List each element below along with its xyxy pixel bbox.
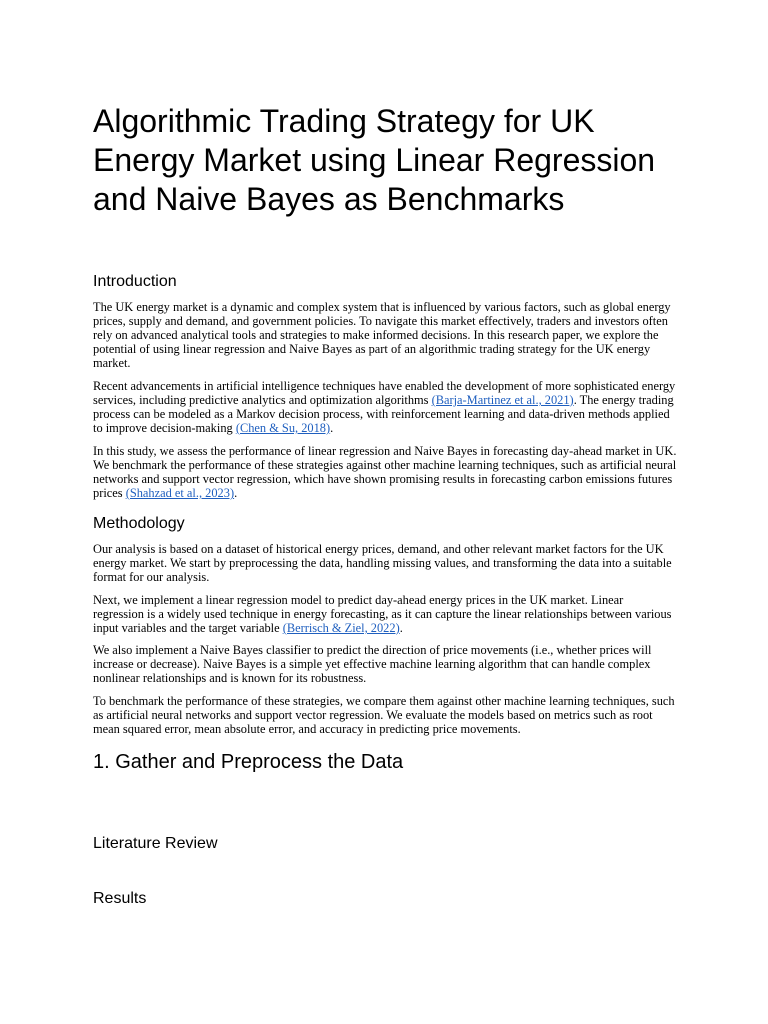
section-1-heading: 1. Gather and Preprocess the Data: [93, 751, 404, 773]
citation-link-shahzad[interactable]: (Shahzad et al., 2023): [125, 486, 235, 500]
methodology-paragraph-4: To benchmark the performance of these strategies, we compare them against other machine learning techniques, such as artificial neural networks and support vector regression. We evaluate the models based on metrics such as root mean squared error, mean absolute error, and accuracy in predicting price movements.: [93, 694, 675, 736]
citation-link-chen-su[interactable]: (Chen & Su, 2018): [235, 421, 331, 435]
methodology-paragraph-2-text-a: Next, we implement a linear regression model to predict day-ahead energy prices in the UK market. Linear regression is a widely used technique in energy forecasting, as it can capture the linear relationships between various input variables and the target variable: [93, 593, 672, 635]
introduction-paragraph-2-text-a: Recent advancements in artificial intelligence techniques have enabled the development of more sophisticated energy services, including predictive analytics and optimization algorithms: [93, 379, 676, 407]
citation-link-barja-martinez[interactable]: (Barja-Martinez et al., 2021): [431, 393, 574, 407]
methodology-paragraph-2: [93, 593, 677, 635]
introduction-paragraph-2-text-c: .: [330, 421, 334, 435]
methodology-paragraph-2-text-b: .: [399, 621, 403, 635]
introduction-paragraph-2: [93, 379, 677, 435]
paper-title: Algorithmic Trading Strategy for UK Energy Market using Linear Regression and Naive Bayes as Benchmarks: [93, 103, 656, 217]
methodology-heading: Methodology: [93, 515, 185, 532]
introduction-paragraph-3: [93, 444, 677, 500]
introduction-paragraph-3-text-b: .: [234, 486, 238, 500]
introduction-paragraph-1: The UK energy market is a dynamic and complex system that is influenced by various factors, such as global energy prices, supply and demand, and government policies. To navigate this market effectively, traders and investors often rely on advanced analytical tools and strategies to make informed decisions. In this research paper, we explore the potential of using linear regression and Naive Bayes as part of an algorithmic trading strategy for the UK energy market.: [93, 300, 671, 370]
literature-review-heading: Literature Review: [93, 835, 218, 852]
methodology-paragraph-3: We also implement a Naive Bayes classifier to predict the direction of price movements (i.e., whether prices will increase or decrease). Naive Bayes is a simple yet effective machine learning algorithm that can handle complex nonlinear relationships and is known for its robustness.: [93, 643, 652, 685]
citation-link-berrisch-ziel[interactable]: (Berrisch & Ziel, 2022): [282, 621, 400, 635]
introduction-paragraph-2-text-b: . The energy trading process can be modeled as a Markov decision process, with reinforcement learning and data-driven methods applied to improve decision-making: [93, 393, 674, 435]
results-heading: Results: [93, 890, 147, 907]
methodology-paragraph-1: Our analysis is based on a dataset of historical energy prices, demand, and other relevant market factors for the UK energy market. We start by preprocessing the data, handling missing values, and transforming the data into a suitable format for our analysis.: [93, 542, 672, 584]
introduction-heading: Introduction: [93, 273, 177, 290]
introduction-paragraph-3-text-a: In this study, we assess the performance of linear regression and Naive Bayes in forecasting day-ahead market in UK. We benchmark the performance of these strategies against other machine learning techniques, such as artificial neural networks and support vector regression, which have shown promising results in forecasting carbon emissions futures prices: [93, 444, 677, 500]
